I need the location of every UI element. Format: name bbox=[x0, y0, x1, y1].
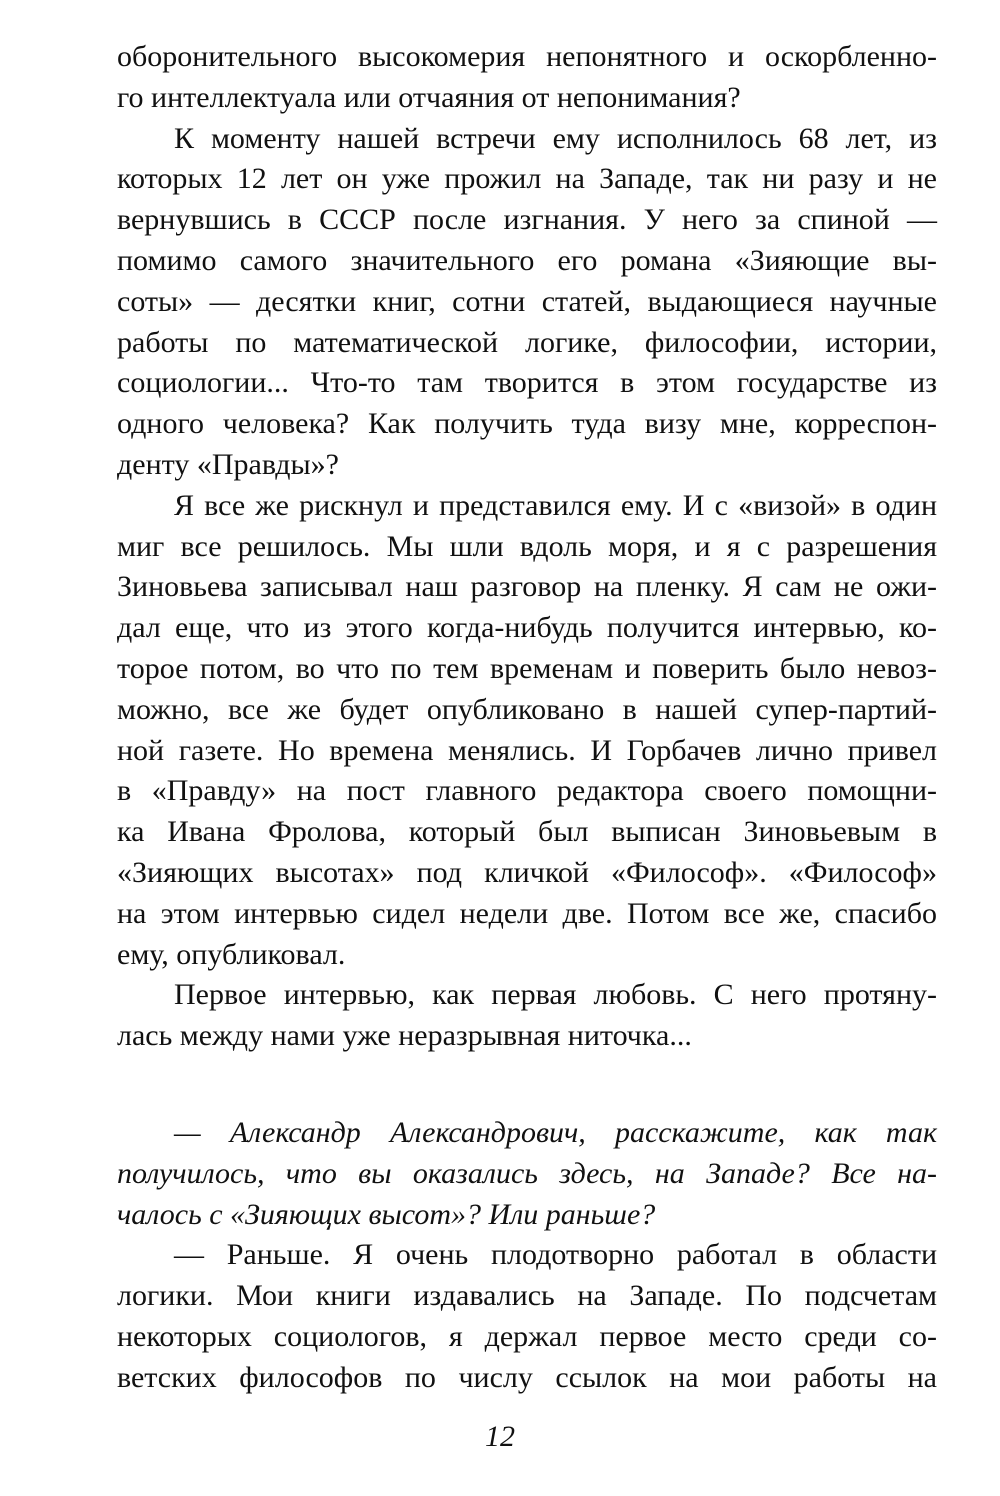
text-line: можно, все же будет опубликовано в нашей супер-партий- bbox=[117, 692, 937, 726]
text-line: «Зияющих высотах» под кличкой «Философ». «Философ» bbox=[117, 855, 937, 889]
text-line: вернувшись в СССР после изгнания. У него за спиной — bbox=[117, 203, 937, 237]
text-line: ной газете. Но времена менялись. И Горбачев лично привел bbox=[117, 733, 937, 767]
interview-question bbox=[117, 1113, 937, 1235]
text-line: денту «Правды»? bbox=[117, 447, 339, 481]
text-line: К моменту нашей встречи ему исполнилось 68 лет, из bbox=[174, 121, 937, 155]
text-line: ка Ивана Фролова, который был выписан Зиновьевым в bbox=[117, 815, 937, 849]
text-line: Я все же рискнул и представился ему. И с «визой» в один bbox=[174, 488, 937, 522]
text-line: — Александр Александрович, расскажите, как так bbox=[174, 1116, 937, 1149]
text-line: которых 12 лет он уже прожил на Западе, так ни разу и не bbox=[117, 162, 937, 196]
interview-answer bbox=[117, 1235, 937, 1398]
text-line: некоторых социологов, я держал первое место среди со- bbox=[117, 1319, 937, 1353]
text-line: на этом интервью сидел недели две. Потом все же, спасибо bbox=[117, 896, 937, 930]
text-line: соты» — десятки книг, сотни статей, выдающиеся научные bbox=[117, 284, 937, 318]
text-line: социологии... Что-то там творится в этом государстве из bbox=[117, 366, 937, 400]
text-line: ему, опубликовал. bbox=[117, 937, 346, 971]
text-line: ветских философов по числу ссылок на мои работы на bbox=[117, 1360, 937, 1394]
text-line: получилось, что вы оказались здесь, на Западе? Все на- bbox=[117, 1156, 937, 1190]
text-line: логики. Мои книги издавались на Западе. По подсчетам bbox=[117, 1279, 937, 1313]
text-line: — Раньше. Я очень плодотворно работал в области bbox=[174, 1238, 937, 1272]
text-line: го интеллектуала или отчаяния от непонимания? bbox=[117, 80, 741, 114]
text-line: в «Правду» на пост главного редактора своего помощни- bbox=[117, 774, 937, 808]
text-line: чалось с «Зияющих высот»? Или раньше? bbox=[117, 1197, 656, 1231]
text-line: торое потом, во что по тем временам и поверить было невоз- bbox=[117, 651, 937, 685]
text-line: дал еще, что из этого когда-нибудь получится интервью, ко- bbox=[117, 611, 937, 645]
text-line: оборонительного высокомерия непонятного и оскорбленно- bbox=[117, 40, 937, 73]
body-text bbox=[117, 37, 937, 1057]
text-line: Зиновьева записывал наш разговор на пленку. Я сам не ожи- bbox=[117, 570, 937, 604]
text-line: одного человека? Как получить туда визу мне, корреспон- bbox=[117, 407, 937, 441]
text-line: Первое интервью, как первая любовь. С него протяну- bbox=[174, 978, 937, 1012]
text-line: лась между нами уже неразрывная ниточка... bbox=[117, 1019, 692, 1053]
text-line: помимо самого значительного его романа «Зияющие вы- bbox=[117, 243, 937, 277]
text-line: миг все решилось. Мы шли вдоль моря, и я с разрешения bbox=[117, 529, 937, 563]
text-line: работы по математической логике, философии, истории, bbox=[117, 325, 937, 359]
page-number: 12 bbox=[485, 1420, 515, 1453]
